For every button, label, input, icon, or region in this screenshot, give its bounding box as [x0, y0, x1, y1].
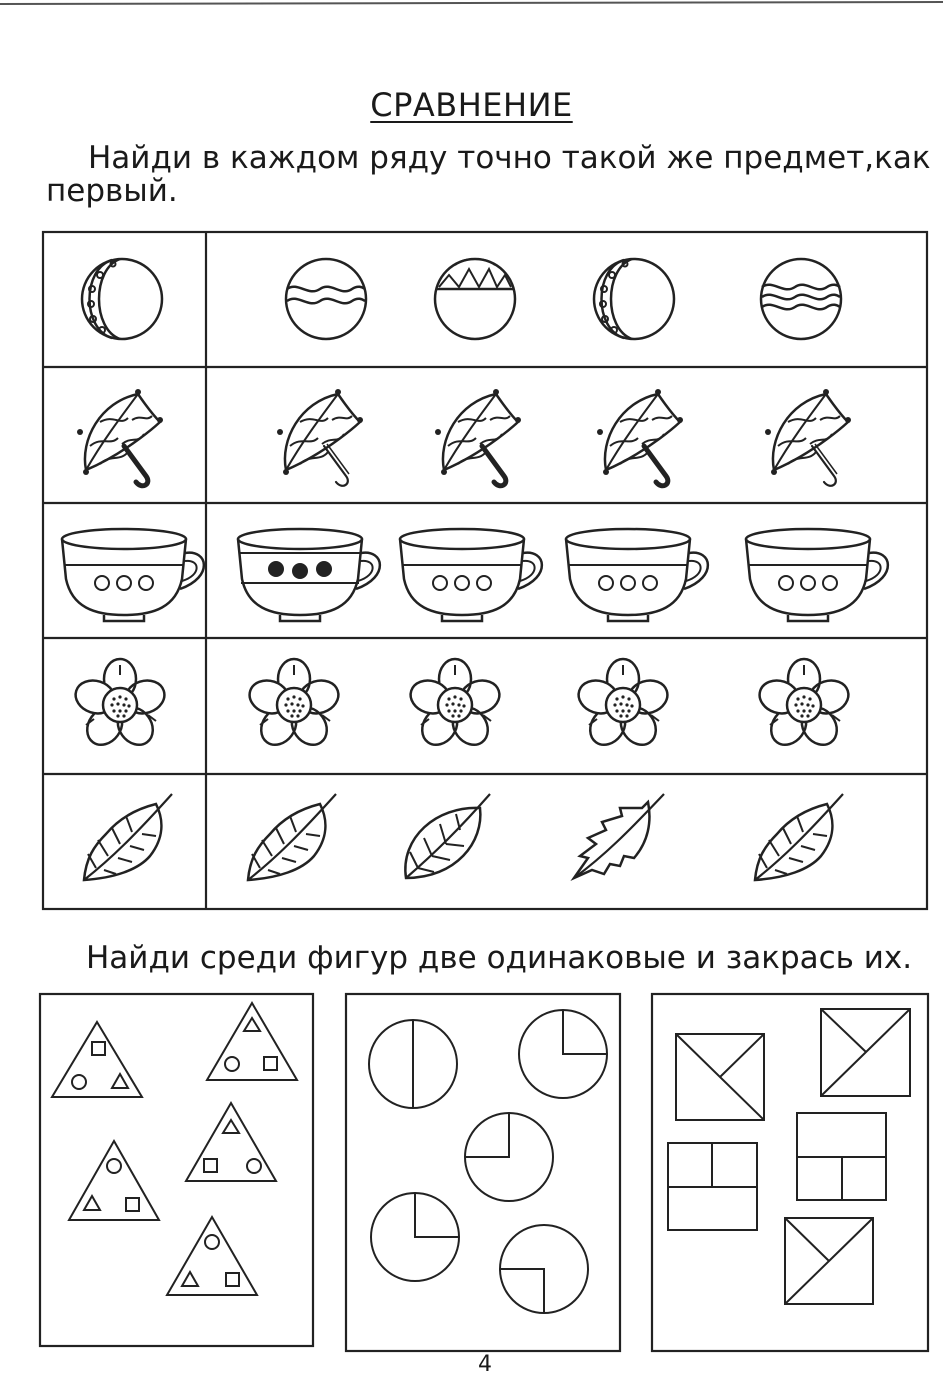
circle-figure[interactable]	[519, 1010, 607, 1098]
task2-instruction: Найди среди фигур две одинаковые и закрась их.	[86, 940, 913, 976]
square-figure[interactable]	[668, 1143, 757, 1230]
circle-figure[interactable]	[465, 1113, 553, 1201]
circles-panel	[346, 994, 620, 1351]
triangle-figure[interactable]	[69, 1141, 159, 1220]
task1-instruction: Найди в каждом ряду точно такой же предмет,как первый.	[46, 140, 931, 209]
triangle-figure[interactable]	[186, 1103, 276, 1181]
triangle-figure[interactable]	[207, 1003, 297, 1080]
page-number: 4	[478, 1352, 492, 1377]
triangle-figure[interactable]	[52, 1022, 142, 1097]
square-figure[interactable]	[785, 1218, 873, 1304]
page-title: СРАВНЕНИЕ	[370, 86, 573, 124]
square-figure[interactable]	[821, 1009, 910, 1096]
circle-figure[interactable]	[369, 1020, 457, 1108]
circle-figure[interactable]	[500, 1225, 588, 1313]
triangles-panel	[40, 994, 313, 1346]
squares-panel	[652, 994, 928, 1351]
triangle-figure[interactable]	[167, 1217, 257, 1295]
square-figure[interactable]	[797, 1113, 886, 1200]
circle-figure[interactable]	[371, 1193, 459, 1281]
square-figure[interactable]	[676, 1034, 764, 1120]
